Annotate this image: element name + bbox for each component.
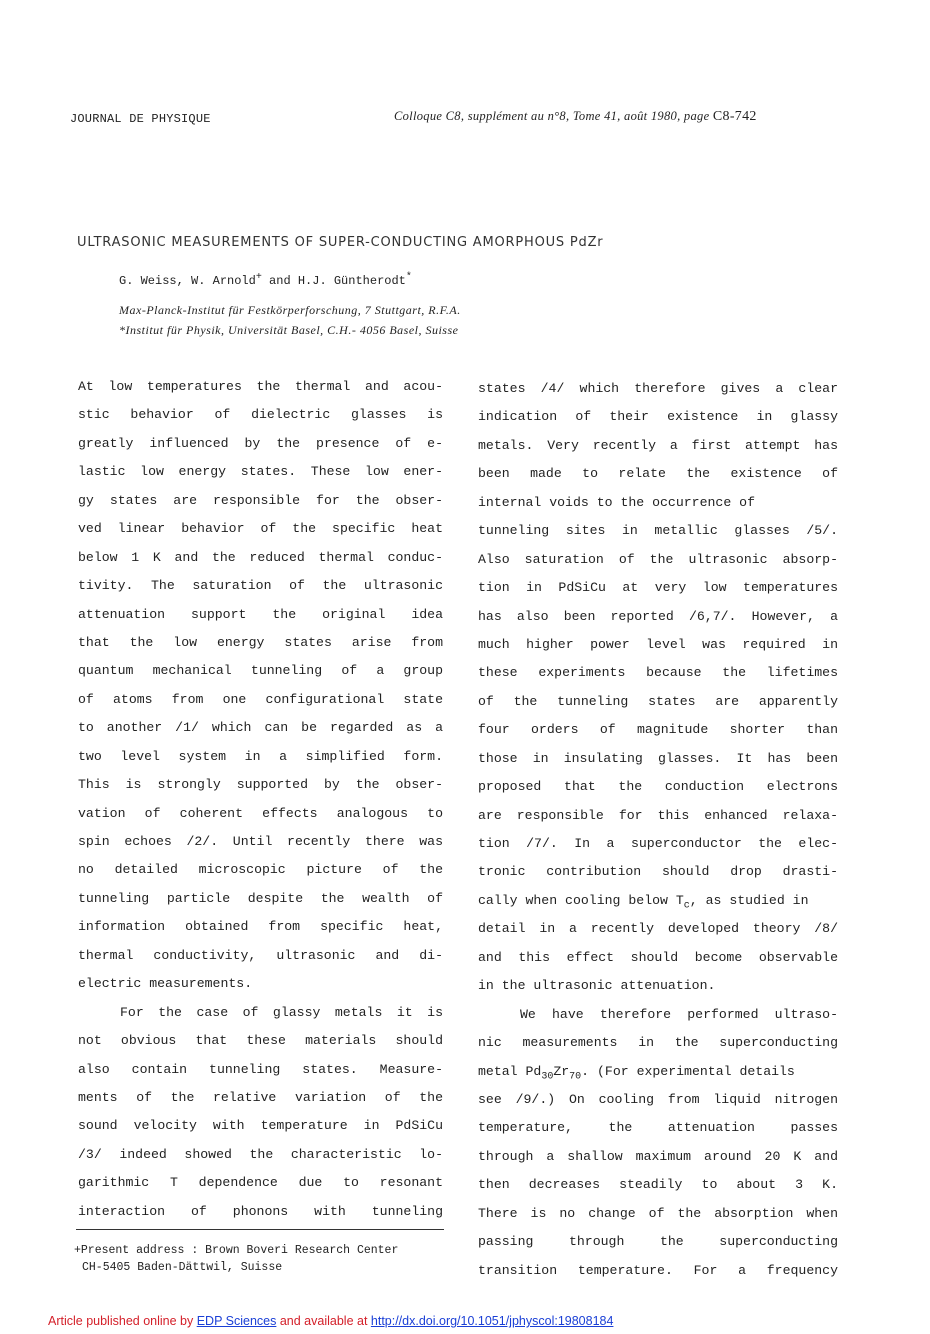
publisher-link[interactable]: EDP Sciences xyxy=(196,1314,277,1328)
text-line: tunneling sites in metallic glasses /5/. xyxy=(478,523,838,539)
text-line: to another /1/ which can be regarded as a xyxy=(78,720,443,736)
text-line: four orders of magnitude shorter than xyxy=(478,722,838,738)
text-line: greatly influenced by the presence of e- xyxy=(78,435,443,451)
zr-subscript: 70 xyxy=(569,1071,582,1083)
publication-note xyxy=(48,1314,613,1328)
text-line: /3/ indeed showed the characteristic lo- xyxy=(78,1146,443,1162)
text-line: of the tunneling states are apparently xyxy=(478,693,838,709)
text-line: spin echoes /2/. Until recently there was xyxy=(78,834,443,849)
text-line: and this effect should become observable xyxy=(478,949,838,965)
text-line: those in insulating glasses. It has been xyxy=(478,750,838,766)
text-line: no detailed microscopic picture of the xyxy=(78,862,443,878)
text-line: through a shallow maximum around 20 K and xyxy=(478,1148,838,1164)
footnote-divider xyxy=(76,1229,444,1230)
text-line-formula xyxy=(478,1058,838,1086)
left-column xyxy=(78,373,443,1226)
text-line: stic behavior of dielectric glasses is xyxy=(78,407,443,423)
text-line: We have therefore performed ultraso- xyxy=(520,1006,838,1022)
text-line: below 1 K and the reduced thermal conduc- xyxy=(78,549,443,565)
text-line: garithmic T dependence due to resonant xyxy=(78,1175,443,1191)
text-line: sound velocity with temperature in PdSiCu xyxy=(78,1118,443,1134)
text-line: that the low energy states arise from xyxy=(78,634,443,650)
text-line: tunneling particle despite the wealth of xyxy=(78,890,443,906)
affiliation-1: Max-Planck-Institut für Festkörperforschung, 7 Stuttgart, R.F.A. xyxy=(119,303,461,317)
text-line: quantum mechanical tunneling of a group xyxy=(78,663,443,679)
text-line: internal voids to the occurrence of xyxy=(478,494,755,510)
text-line: not obvious that these materials should xyxy=(78,1033,443,1049)
text-line: tivity. The saturation of the ultrasonic xyxy=(78,578,443,594)
pd-text: metal Pd xyxy=(478,1063,542,1079)
text-line: also contain tunneling states. Measure- xyxy=(78,1061,443,1077)
text-line: There is no change of the absorption when xyxy=(478,1205,838,1221)
formula-tail: . (For experimental details xyxy=(581,1063,795,1079)
text-line: then decreases steadily to about 3 K. xyxy=(478,1177,838,1193)
text-line: in the ultrasonic attenuation. xyxy=(478,978,716,994)
author-mark-plus: + xyxy=(255,272,262,283)
text-line: interaction of phonons with tunneling xyxy=(78,1203,443,1219)
tc-text: cally when cooling below T xyxy=(478,892,684,908)
tc-tail: , as studied in xyxy=(689,892,809,908)
text-line: two level system in a simplified form. xyxy=(78,748,443,764)
paper-title: ULTRASONIC MEASUREMENTS OF SUPER-CONDUCTING AMORPHOUS PdZr xyxy=(77,235,604,250)
author-names-1: G. Weiss, W. Arnold xyxy=(119,274,256,288)
text-line: indication of their existence in glassy xyxy=(478,409,838,425)
text-line: has also been reported /6,7/. However, a xyxy=(478,608,838,624)
publication-middle: and available at xyxy=(276,1314,371,1328)
text-line: At low temperatures the thermal and acou- xyxy=(78,379,443,394)
text-line: tion in PdSiCu at very low temperatures xyxy=(478,580,838,596)
author-list xyxy=(119,272,412,288)
text-line: see /9/.) On cooling from liquid nitrogen xyxy=(478,1091,838,1107)
text-line: detail in a recently developed theory /8/ xyxy=(478,921,838,937)
page-number: C8-742 xyxy=(712,109,757,124)
text-line: of atoms from one configurational state xyxy=(78,691,443,707)
text-line: vation of coherent effects analogous to xyxy=(78,805,443,821)
text-line: transition temperature. For a frequency xyxy=(478,1262,838,1278)
colloque-reference xyxy=(394,109,757,125)
colloque-text: Colloque C8, supplément au n°8, Tome 41, août 1980, page xyxy=(394,109,710,123)
text-line: been made to relate the existence of xyxy=(478,466,838,482)
text-line: lastic low energy states. These low ener- xyxy=(78,464,443,480)
text-line: passing through the superconducting xyxy=(478,1234,838,1250)
text-line: states /4/ which therefore gives a clear xyxy=(478,381,838,396)
zr-text: Zr xyxy=(553,1063,570,1079)
doi-link[interactable]: http://dx.doi.org/10.1051/jphyscol:19808184 xyxy=(370,1314,614,1328)
text-line: electric measurements. xyxy=(78,976,253,992)
text-line: ments of the relative variation of the xyxy=(78,1089,443,1105)
text-line: thermal conductivity, ultrasonic and di- xyxy=(78,947,443,963)
text-line: metals. Very recently a first attempt has xyxy=(478,437,838,453)
text-line: are responsible for this enhanced relaxa- xyxy=(478,807,838,823)
affiliation-2: *Institut für Physik, Universität Basel, C.H.- 4056 Basel, Suisse xyxy=(119,323,459,337)
pd-subscript: 30 xyxy=(541,1071,554,1083)
text-line: This is strongly supported by the obser- xyxy=(78,777,443,793)
text-line: proposed that the conduction electrons xyxy=(478,779,838,795)
text-line: tronic contribution should drop drasti- xyxy=(478,864,838,880)
publication-prefix: Article published online by xyxy=(48,1314,197,1328)
text-line: information obtained from specific heat, xyxy=(78,919,443,935)
right-column xyxy=(478,375,838,1285)
text-line: temperature, the attenuation passes xyxy=(478,1120,838,1136)
author-mark-star: * xyxy=(405,272,412,283)
author-names-2: and H.J. Güntherodt xyxy=(261,274,406,288)
text-line: these experiments because the lifetimes xyxy=(478,665,838,681)
text-line: tion /7/. In a superconductor the elec- xyxy=(478,836,838,851)
text-line: Also saturation of the ultrasonic absorp- xyxy=(478,551,838,567)
journal-name: JOURNAL DE PHYSIQUE xyxy=(70,112,211,126)
text-line: much higher power level was required in xyxy=(478,636,838,652)
text-line: attenuation support the original idea xyxy=(78,606,443,622)
footnote-line-2: CH-5405 Baden-Dättwil, Suisse xyxy=(82,1261,283,1274)
text-line: gy states are responsible for the obser- xyxy=(78,492,443,508)
footnote-line-1: +Present address : Brown Boveri Research Center xyxy=(74,1244,399,1257)
tc-subscript: c xyxy=(683,900,690,912)
text-line: ved linear behavior of the specific heat xyxy=(78,521,443,537)
text-line: nic measurements in the superconducting xyxy=(478,1035,838,1051)
text-line-tc xyxy=(478,887,838,915)
text-line: For the case of glassy metals it is xyxy=(120,1004,443,1020)
